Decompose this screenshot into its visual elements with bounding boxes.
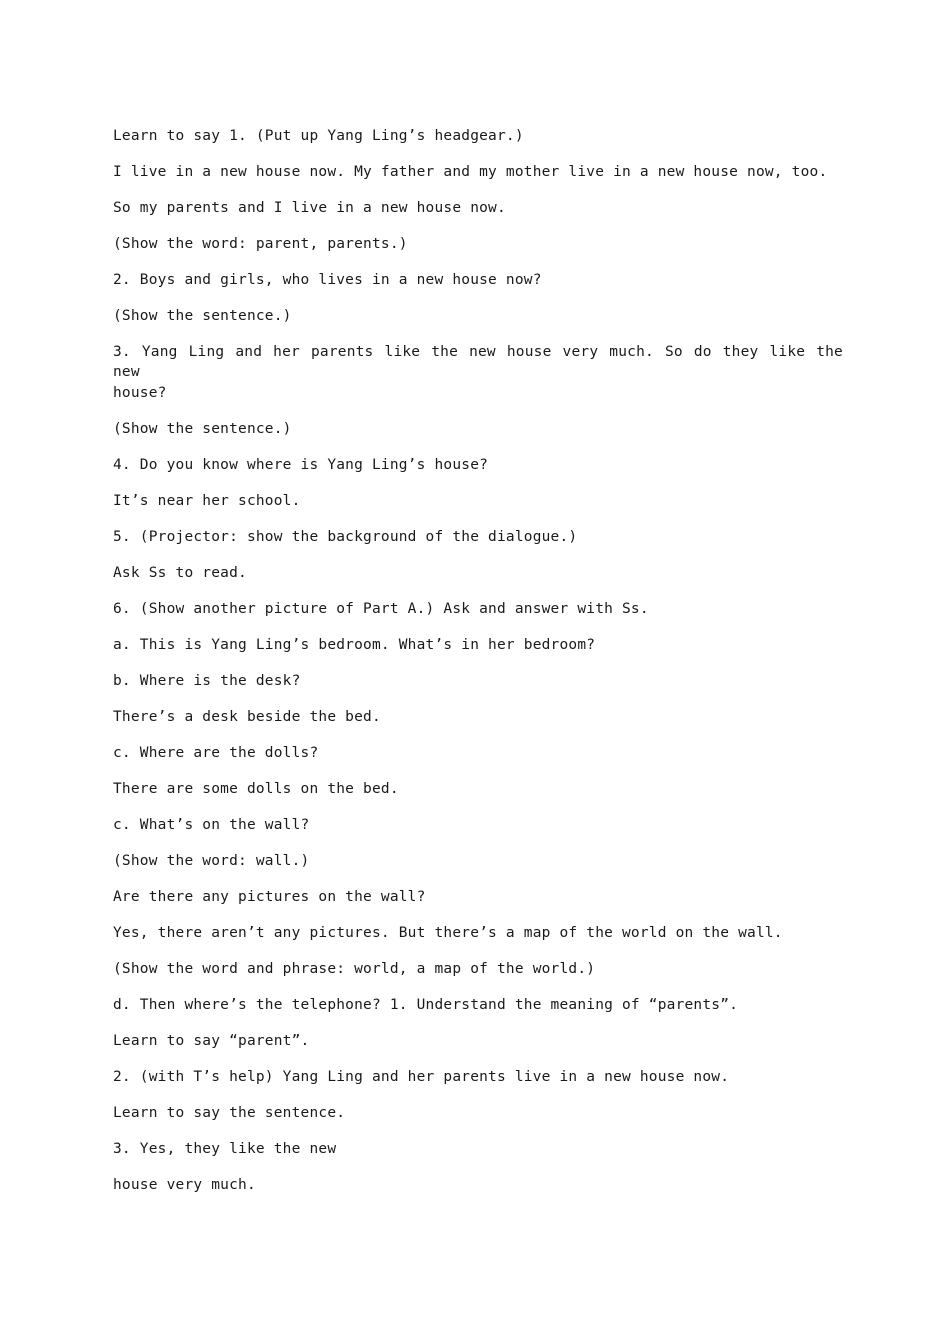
text-line: (Show the sentence.) bbox=[113, 421, 292, 437]
text-line: a. This is Yang Ling’s bedroom. What’s in her bedroom? bbox=[113, 637, 596, 653]
text-line: Ask Ss to read. bbox=[113, 565, 247, 581]
text-line: Learn to say the sentence. bbox=[113, 1105, 346, 1121]
document-body bbox=[113, 126, 843, 1211]
text-line: Yes, there aren’t any pictures. But there’s a map of the world on the wall. bbox=[113, 925, 783, 941]
text-line: 3. Yang Ling and her parents like the new house very much. So do they like the new bbox=[113, 344, 843, 380]
text-line: house? bbox=[113, 385, 167, 401]
text-line: (Show the sentence.) bbox=[113, 308, 292, 324]
text-line: 2. Boys and girls, who lives in a new house now? bbox=[113, 272, 542, 288]
text-line: d. Then where’s the telephone? 1. Understand the meaning of “parents”. bbox=[113, 997, 739, 1013]
text-line: So my parents and I live in a new house now. bbox=[113, 200, 506, 216]
text-line: (Show the word: wall.) bbox=[113, 853, 310, 869]
text-line: I live in a new house now. My father and my mother live in a new house now, too. bbox=[113, 164, 828, 180]
text-line: 2. (with T’s help) Yang Ling and her parents live in a new house now. bbox=[113, 1069, 730, 1085]
text-line: 4. Do you know where is Yang Ling’s house? bbox=[113, 457, 489, 473]
text-line: b. Where is the desk? bbox=[113, 673, 301, 689]
text-line: (Show the word and phrase: world, a map of the world.) bbox=[113, 961, 596, 977]
text-line: house very much. bbox=[113, 1177, 256, 1193]
text-line: (Show the word: parent, parents.) bbox=[113, 236, 408, 252]
text-line: 5. (Projector: show the background of the dialogue.) bbox=[113, 529, 578, 545]
text-line: 6. (Show another picture of Part A.) Ask and answer with Ss. bbox=[113, 601, 649, 617]
text-line: Are there any pictures on the wall? bbox=[113, 889, 426, 905]
text-line: 3. Yes, they like the new bbox=[113, 1141, 337, 1157]
text-line: Learn to say “parent”. bbox=[113, 1033, 310, 1049]
text-line: There are some dolls on the bed. bbox=[113, 781, 399, 797]
text-line: c. What’s on the wall? bbox=[113, 817, 310, 833]
text-line: It’s near her school. bbox=[113, 493, 301, 509]
text-line: c. Where are the dolls? bbox=[113, 745, 319, 761]
text-line: Learn to say 1. (Put up Yang Ling’s headgear.) bbox=[113, 128, 524, 144]
text-line: There’s a desk beside the bed. bbox=[113, 709, 381, 725]
